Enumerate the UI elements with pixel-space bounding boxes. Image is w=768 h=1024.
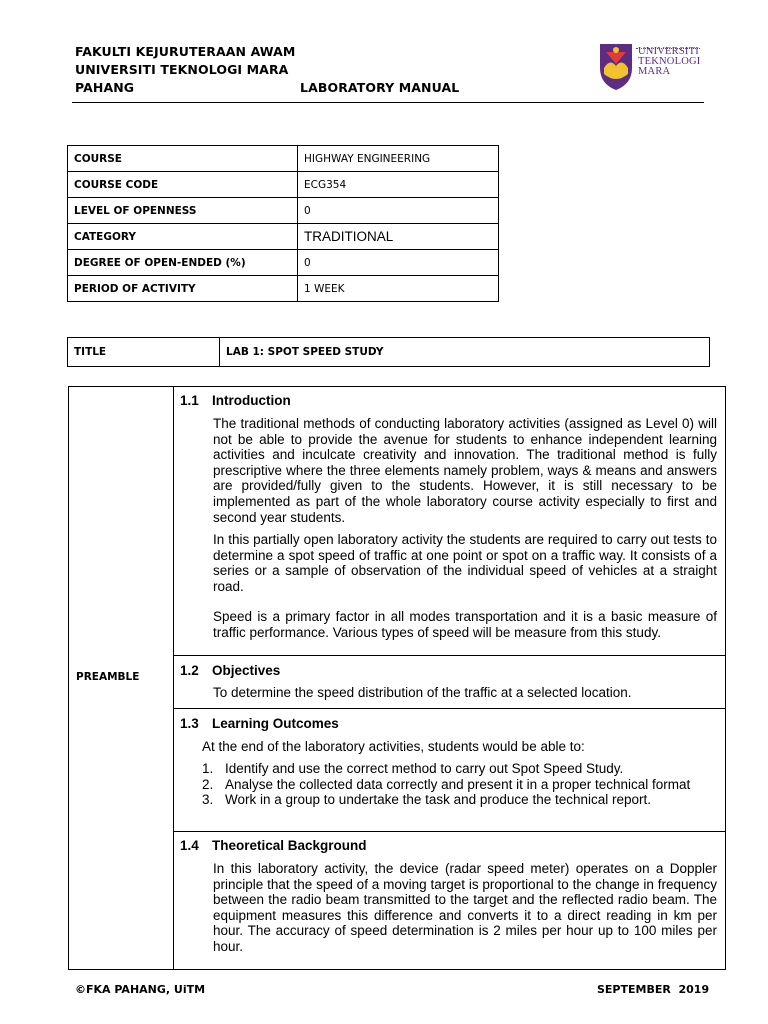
theoretical-background-heading: 1.4 Theoretical Background (180, 838, 367, 853)
table-row (68, 250, 499, 276)
introduction-heading: 1.1 Introduction (180, 393, 291, 408)
degree-open-ended-label: DEGREE OF OPEN-ENDED (%) (68, 250, 298, 276)
objectives-text: To determine the speed distribution of the traffic at a selected location. (213, 685, 632, 700)
level-of-openness-value: 0 (298, 198, 499, 224)
list-item: 2. Analyse the collected data correctly and present it in a proper technical format (202, 776, 691, 792)
learning-outcomes-heading: 1.3 Learning Outcomes (180, 716, 339, 731)
header-rule (72, 102, 704, 103)
introduction-paragraph-2: In this partially open laboratory activity the students are required to carry out tests to determine a spot speed of traffic at one point or spot on a traffic way. It consists of a series or a sample of observation of the individual speed of vehicles at a straight road. (213, 532, 717, 594)
category-label: CATEGORY (68, 224, 298, 250)
theoretical-background-text: In this laboratory activity, the device (radar speed meter) operates on a Doppler principle that the speed of a moving target is proportional to the change in frequency between the radio beam transmitted to the target and the reflected radio beam. The equipment measures this difference and converts it to a direct reading in km per hour. The accuracy of speed determination is 2 miles per hour up to 100 miles per hour. (213, 861, 717, 954)
course-label: COURSE (68, 146, 298, 172)
degree-open-ended-value: 0 (298, 250, 499, 276)
table-row (68, 224, 499, 250)
section-divider (174, 831, 725, 832)
table-row (68, 276, 499, 302)
preamble-box (68, 386, 726, 970)
title-label: TITLE (68, 338, 220, 367)
objectives-heading: 1.2 Objectives (180, 663, 281, 678)
section-divider (174, 655, 725, 656)
list-item: 3. Work in a group to undertake the task and produce the technical report. (202, 792, 652, 808)
course-value: HIGHWAY ENGINEERING (298, 146, 499, 172)
list-item: 1. Identify and use the correct method to carry out Spot Speed Study. (202, 761, 624, 776)
preamble-label: PREAMBLE (76, 671, 140, 683)
university-name: UNIVERSITI TEKNOLOGI MARA (75, 62, 289, 77)
introduction-paragraph-3: Speed is a primary factor in all modes transportation and it is a basic measure of traffic performance. Various types of speed will be measure from this study. (213, 609, 717, 640)
campus-name: PAHANG (75, 80, 135, 95)
course-code-label: COURSE CODE (68, 172, 298, 198)
course-code-value: ECG354 (298, 172, 499, 198)
footer-copyright: ©FKA PAHANG, UiTM (75, 983, 206, 996)
logo-wordmark: UNIVERSITI TEKNOLOGI MARA (638, 46, 701, 77)
crest-icon (596, 38, 636, 92)
footer-date: SEPTEMBER 2019 (597, 983, 710, 996)
uitm-logo (596, 38, 706, 92)
table-row (68, 172, 499, 198)
introduction-paragraph-1: The traditional methods of conducting laboratory activities (assigned as Level 0) will not be able to provide the avenue for students to enhance independent learning activities and inculcate creativity and innovation. The traditional method is fully prescriptive where the three elements namely problem, ways & means and answers are provided/fully given to the students. However, it is still necessary to be implemented as part of the whole laboratory course activity especially to first and second year students. (213, 416, 717, 525)
category-value: TRADITIONAL (298, 224, 499, 250)
table-row (68, 198, 499, 224)
faculty-name: FAKULTI KEJURUTERAAN AWAM (75, 44, 296, 59)
title-table (67, 337, 710, 367)
course-info-table (67, 145, 499, 302)
level-of-openness-label: LEVEL OF OPENNESS (68, 198, 298, 224)
document-type: LABORATORY MANUAL (300, 80, 460, 95)
learning-outcomes-list (202, 761, 690, 808)
table-row (68, 146, 499, 172)
title-value: LAB 1: SPOT SPEED STUDY (220, 338, 710, 367)
section-divider (174, 708, 725, 709)
learning-outcomes-intro: At the end of the laboratory activities, students would be able to: (202, 739, 585, 754)
period-of-activity-label: PERIOD OF ACTIVITY (68, 276, 298, 302)
column-divider (173, 387, 174, 969)
table-row (68, 338, 710, 367)
period-of-activity-value: 1 WEEK (298, 276, 499, 302)
